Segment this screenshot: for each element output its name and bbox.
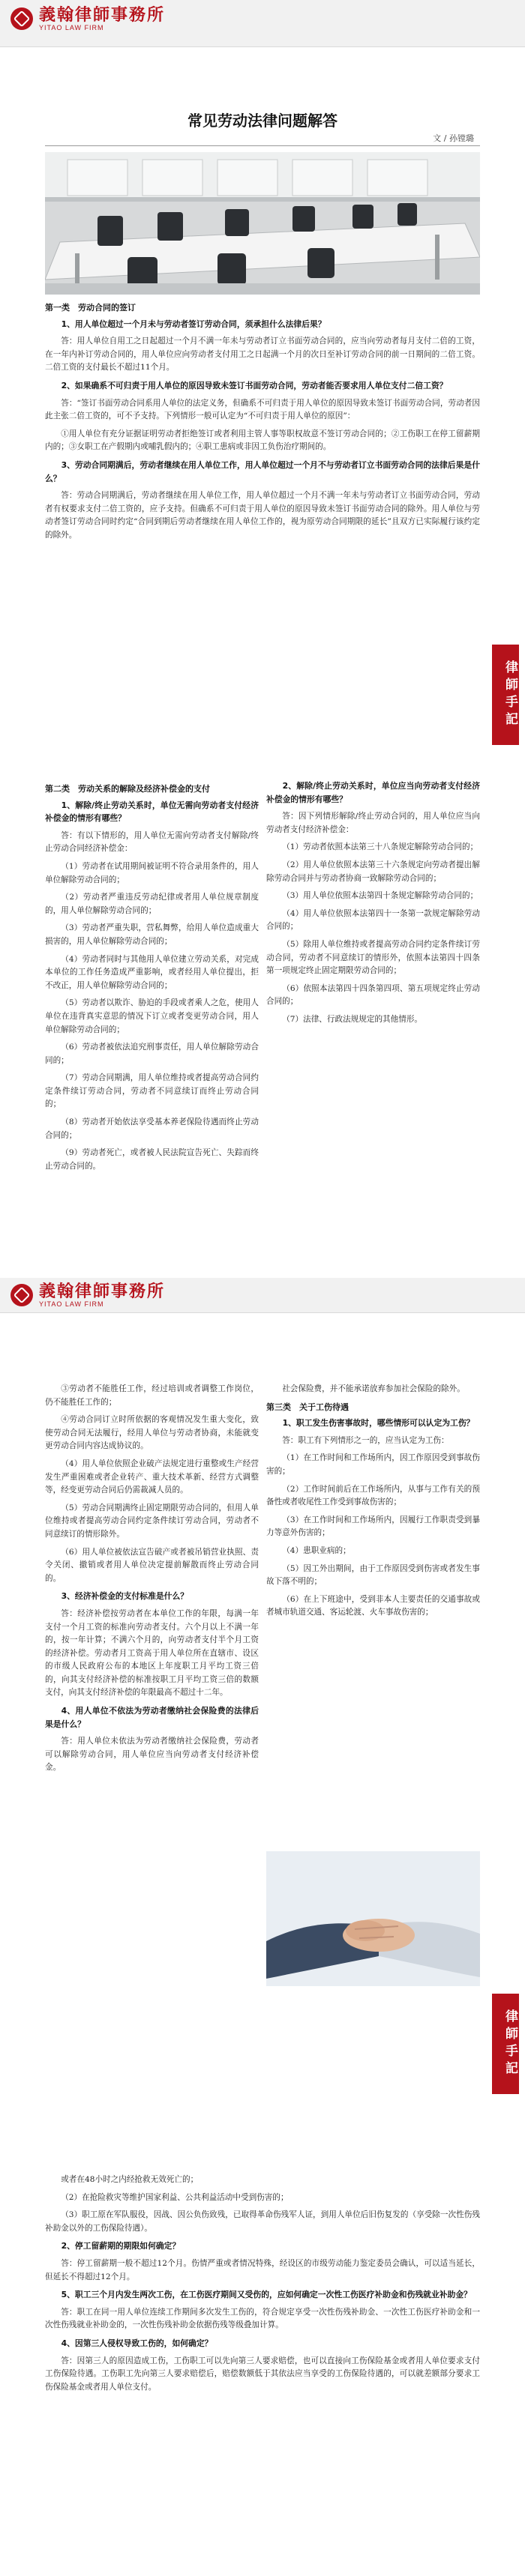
answer: 答：因第三人的原因造成工伤，工伤职工可以先向第三人要求赔偿，也可以直接向工伤保险基金或者用人单位要求支付工伤保险待遇。工伤职工先向第三人要求赔偿后，赔偿数额低于其依法应当享受的工伤保险待遇的，可以就差额部分要求工伤保险基金或者用人单位支付。 bbox=[45, 2356, 480, 2392]
question: 2、解除/终止劳动关系时，单位应当向劳动者支付经济补偿金的情形有哪些？ bbox=[266, 781, 480, 804]
answer: 答：用人单位未依法为劳动者缴纳社会保险费，劳动者可以解除劳动合同，用人单位应当向劳动者支付经济补偿金。 bbox=[45, 1737, 259, 1773]
list-item: （3）劳动者严重失职，营私舞弊，给用人单位造成重大损害的，用人单位解除劳动合同的； bbox=[45, 923, 259, 946]
answer: 答：有以下情形的，用人单位无需向劳动者支付解除/终止劳动合同经济补偿金： bbox=[45, 830, 259, 854]
firm-emblem-icon bbox=[10, 7, 33, 30]
question: 2、停工留薪期的期限如何确定？ bbox=[61, 2241, 181, 2251]
question: 4、用人单位不依法为劳动者缴纳社会保险费的法律后果是什么？ bbox=[45, 1706, 259, 1729]
list-item: （4）用人单位依照本法第四十一条第一款规定解除劳动合同的； bbox=[266, 908, 480, 932]
answer: 答：劳动合同期满后，劳动者继续在用人单位工作，用人单位超过一个月不满一年未与劳动者订立书面劳动合同，劳动者有权要求支付二倍工资的，应予支持。但确系不可归责于用人单位的原因导致未签订书面劳动合同的除外。用人单位与劳动者签订劳动合同时约定“合同到期后劳动者继续在用人单位工作的，视为原劳动合同期限的延长”且双方已实际履行该约定的除外。 bbox=[45, 491, 480, 540]
firm-logo bbox=[10, 1282, 165, 1308]
list-item: （7）法律、行政法规规定的其他情形。 bbox=[282, 1014, 423, 1024]
list-item: （5）劳动合同期满终止固定期限劳动合同的，但用人单位维持或者提高劳动合同约定条件续订劳动合同，劳动者不同意续订的情形除外。 bbox=[45, 1503, 259, 1539]
list-item: 或者在48小时之内经抢救无效死亡的； bbox=[61, 2175, 199, 2184]
firm-name-cn: 義翰律師事務所 bbox=[39, 5, 166, 25]
list-item: （2）劳动者严重违反劳动纪律或者用人单位规章制度的，用人单位解除劳动合同的； bbox=[45, 893, 259, 915]
section-work-injury-right bbox=[266, 1383, 480, 1624]
answer: 答：停工留薪期一般不超过12个月。伤情严重或者情况特殊，经设区的市级劳动能力鉴定委员会确认，可以适当延长，但延长不得超过12个月。 bbox=[45, 2258, 480, 2281]
firm-name-en: YITAO LAW FIRM bbox=[39, 24, 104, 31]
list-item: （8）劳动者开始依法享受基本养老保险待遇而终止劳动合同的； bbox=[45, 1117, 259, 1140]
header-band bbox=[0, 0, 525, 47]
answer: 答：职工有下列情形之一的，应当认定为工伤： bbox=[282, 1435, 449, 1445]
firm-name-cn: 義翰律師事務所 bbox=[39, 1282, 166, 1301]
list-item: （2）在抢险救灾等维护国家利益、公共利益活动中受到伤害的； bbox=[61, 2192, 289, 2202]
question: 1、用人单位超过一个月未与劳动者签订劳动合同，须承担什么法律后果？ bbox=[61, 319, 326, 329]
section-termination-right bbox=[266, 779, 480, 1031]
list-item: （9）劳动者死亡，或者被人民法院宣告死亡、失踪而终止劳动合同的。 bbox=[45, 1148, 259, 1171]
question: 3、经济补偿金的支付标准是什么？ bbox=[61, 1591, 189, 1602]
section-contract-signing bbox=[45, 298, 480, 547]
article-title: 常见劳动法律问题解答 bbox=[188, 112, 338, 130]
list-item: （4）患职业病的； bbox=[282, 1545, 351, 1555]
office-photo bbox=[45, 152, 480, 295]
list-item: （5）除用人单位维持或者提高劳动合同约定条件续订劳动合同，劳动者不同意续订的情形外，依照本法第四十四条第一项规定终止固定期限劳动合同的； bbox=[266, 939, 480, 976]
list-item: （5）劳动者以欺诈、胁迫的手段或者乘人之危，使用人单位在违背真实意思的情况下订立或者变更劳动合同，用人单位解除劳动合同的； bbox=[45, 998, 259, 1034]
list-item: （6）依照本法第四十四条第四项、第五项规定终止劳动合同的； bbox=[266, 983, 480, 1007]
list-item: （2）用人单位依照本法第三十六条规定向劳动者提出解除劳动合同并与劳动者协商一致解除劳动合同的； bbox=[266, 860, 480, 883]
list-item: （6）劳动者被依法追究刑事责任，用人单位解除劳动合同的； bbox=[45, 1043, 259, 1065]
title-divider bbox=[45, 145, 480, 146]
list-item: （2）工作时间前后在工作场所内，从事与工作有关的预备性或者收尾性工作受到事故伤害的； bbox=[266, 1484, 480, 1507]
list-item: （6）在上下班途中，受到非本人主要责任的交通事故或者城市轨道交通、客运轮渡、火车事故伤害的； bbox=[266, 1594, 480, 1617]
question: 2、如果确系不可归责于用人单位的原因导致未签订书面劳动合同，劳动者能否要求用人单位支付二倍工资？ bbox=[61, 380, 448, 390]
law-notes-seal: 律師手記 bbox=[492, 1994, 519, 2094]
list-item: （3）在工作时间和工作场所内，因履行工作职责受到暴力等意外伤害的； bbox=[266, 1515, 480, 1538]
list-item: （1）在工作时间和工作场所内，因工作原因受到事故伤害的； bbox=[266, 1453, 480, 1476]
list-item: ④劳动合同订立时所依据的客观情况发生重大变化，致使劳动合同无法履行，经用人单位与劳动者协商，未能就变更劳动合同内容达成协议的。 bbox=[45, 1415, 259, 1451]
list-item: （1）劳动者依照本法第三十八条规定解除劳动合同的； bbox=[282, 842, 478, 852]
section-heading: 第二类 劳动关系的解除及经济补偿金的支付 bbox=[45, 784, 210, 794]
section-heading: 第一类 劳动合同的签订 bbox=[45, 303, 136, 313]
question: 3、劳动合同期满后，劳动者继续在用人单位工作，用人单位超过一个月不与劳动者订立书面劳动合同的法律后果是什么？ bbox=[45, 459, 480, 483]
list-item: ③劳动者不能胜任工作，经过培训或者调整工作岗位，仍不能胜任工作的； bbox=[45, 1384, 259, 1407]
answer: 答：用人单位自用工之日起超过一个月不满一年未与劳动者订立书面劳动合同的，应当向劳动者每月支付二倍的工资，在一年内补订劳动合同的，用人单位应向劳动者支付用工之日起满一个月的次日至补订劳动合同的前一日期间的二倍工资。二倍工资的支付最长不超过11个月。 bbox=[45, 337, 480, 372]
list-item: （7）劳动合同期满，用人单位维持或者提高劳动合同约定条件续订劳动合同，劳动者不同意续订而终止劳动合同的； bbox=[45, 1073, 259, 1109]
firm-emblem-icon bbox=[10, 1284, 33, 1306]
list-item: （3）职工原在军队服役，因战、因公负伤致残，已取得革命伤残军人证，到用人单位后旧伤复发的（享受除一次性伤残补助金以外的工伤保险待遇）。 bbox=[45, 2210, 480, 2233]
question: 4、因第三人侵权导致工伤的，如何确定？ bbox=[61, 2338, 213, 2348]
list-item: （1）劳动者在试用期间被证明不符合录用条件的，用人单位解除劳动合同的； bbox=[45, 861, 259, 884]
list-item: （5）因工外出期间，由于工作原因受到伤害或者发生事故下落不明的； bbox=[266, 1563, 480, 1587]
section-termination-left bbox=[45, 779, 259, 1177]
answer: 答：职工在同一用人单位连续工作期间多次发生工伤的，符合规定享受一次性伤残补助金、一次性工伤医疗补助金和一次性伤残就业补助金的，一次性伤残补助金依据伤残等级叠加计算。 bbox=[45, 2307, 480, 2330]
list-item: （4）劳动者同时与其他用人单位建立劳动关系，对完成本单位的工作任务造成严重影响，或者经用人单位提出，拒不改正，用人单位解除劳动合同的； bbox=[45, 954, 259, 990]
list-item: （3）用人单位依照本法第四十条规定解除劳动合同的； bbox=[282, 891, 478, 901]
firm-name-en: YITAO LAW FIRM bbox=[39, 1300, 104, 1308]
question: 5、职工三个月内发生两次工伤，在工伤医疗期间又受伤的，应如何确定一次性工伤医疗补助金和伤残就业补助金？ bbox=[61, 2290, 472, 2300]
continued-text: 社会保险费，并不能承诺放弃参加社会保险的除外。 bbox=[282, 1384, 465, 1393]
header-band bbox=[0, 1278, 525, 1313]
section-compensation-left bbox=[45, 1383, 259, 1779]
handshake-photo bbox=[266, 1851, 480, 1986]
question: 1、解除/终止劳动关系时，单位无需向劳动者支付经济补偿金的情形有哪些？ bbox=[45, 800, 259, 824]
question: 1、职工发生伤害事故时，哪些情形可以认定为工伤？ bbox=[282, 1418, 475, 1429]
law-notes-seal: 律師手記 bbox=[492, 645, 519, 745]
list-item: （4）用人单位依照企业破产法规定进行重整或生产经营发生严重困难或者企业转产、重大技术革新、经营方式调整等，经变更劳动合同后仍需裁减人员的。 bbox=[45, 1459, 259, 1495]
section-work-injury-continued bbox=[45, 2174, 480, 2398]
answer-detail: ①用人单位有充分证据证明劳动者拒绝签订或者利用主管人事等职权故意不签订劳动合同的；②工伤职工在停工留薪期内的；③女职工在产假期内或哺乳假内的；④职工患病或非因工负伤治疗期间的。 bbox=[45, 429, 480, 452]
answer: 答：因下列情形解除/终止劳动合同的，用人单位应当向劳动者支付经济补偿金： bbox=[266, 812, 480, 834]
firm-logo bbox=[10, 6, 165, 31]
section-heading: 第三类 关于工伤待遇 bbox=[266, 1402, 349, 1412]
answer: 答：“签订书面劳动合同系用人单位的法定义务，但确系不可归责于用人单位的原因导致未签订书面劳动合同，劳动者因此主张二倍工资的，可不予支持。下列情形一般可认定为“不可归责于用人单位的原因”： bbox=[45, 398, 480, 421]
article-author: 文 / 孙镗璐 bbox=[433, 133, 474, 143]
list-item: （6）用人单位被依法宣告破产或者被吊销营业执照、责令关闭、撤销或者用人单位决定提前解散而终止劳动合同的。 bbox=[45, 1547, 259, 1583]
answer: 答：经济补偿按劳动者在本单位工作的年限，每满一年支付一个月工资的标准向劳动者支付。六个月以上不满一年的，按一年计算；不满六个月的，向劳动者支付半个月工资的经济补偿。劳动者月工资高于用人单位所在直辖市、设区的市级人民政府公布的本地区上年度职工月平均工资三倍的，向其支付经济补偿的标准按职工月平均工资三倍的数额支付，向其支付经济补偿的年限最高不超过十二年。 bbox=[45, 1608, 259, 1698]
